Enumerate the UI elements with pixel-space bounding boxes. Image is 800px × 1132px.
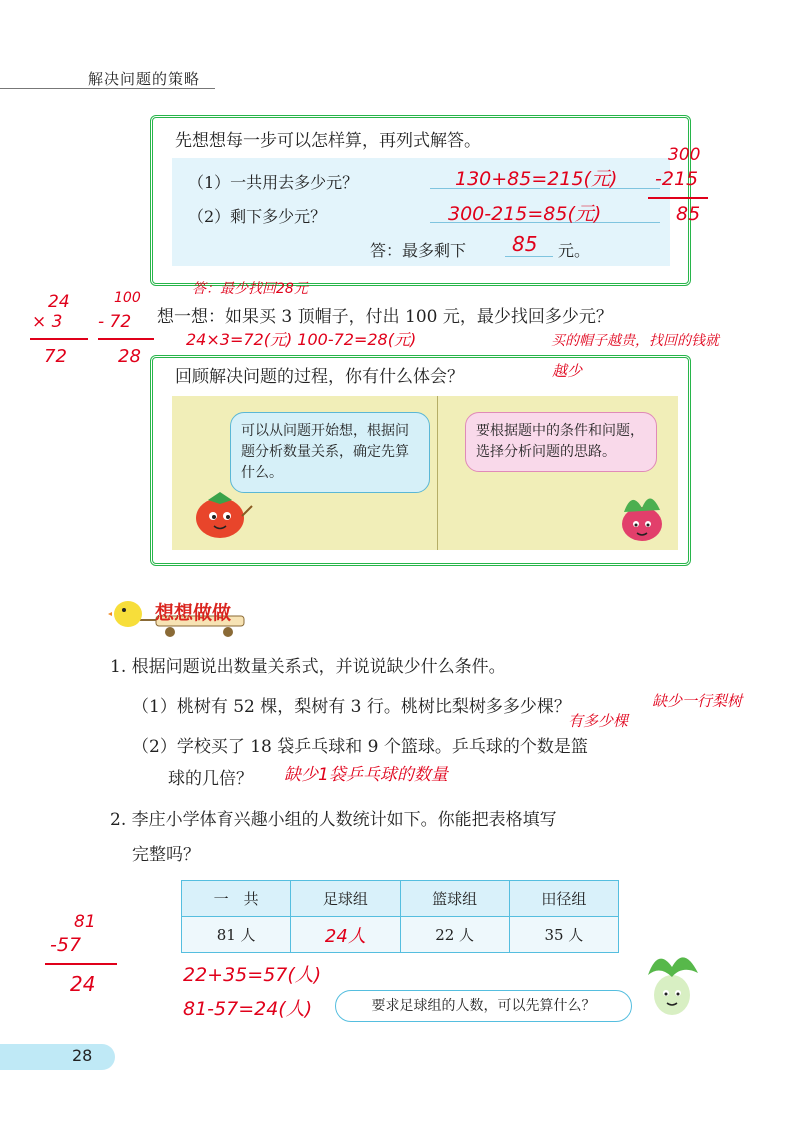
- handwritten-note-1b: 缺少1袋乒乓球的数量: [284, 765, 448, 785]
- left-vert-2-top: 100: [114, 290, 141, 306]
- speech-bubble-left: 可以从问题开始想，根据问题分析数量关系，确定先算什么。: [230, 412, 430, 493]
- answer-blank: [505, 256, 553, 257]
- vertical-calc-mid: -215: [655, 168, 699, 190]
- handwritten-think-answer: 答：最少找回28元: [192, 281, 308, 297]
- exercise-1-b-cont: 球的几倍？: [168, 769, 253, 789]
- header-rule: [0, 88, 215, 89]
- left-vert-1-rule: [30, 338, 88, 340]
- left-vert-2-mid: - 72: [98, 312, 132, 332]
- radish-character-icon: [610, 488, 670, 544]
- left-vert-1-mid: × 3: [32, 312, 63, 332]
- left-vert-2-rule: [98, 338, 154, 340]
- table-header: 足球组: [291, 881, 400, 917]
- page-number: 28: [72, 1046, 93, 1065]
- think-question: 想一想：如果买 3 顶帽子，付出 100 元，最少找回多少元？: [157, 307, 613, 327]
- bottom-vert-result: 24: [70, 972, 96, 996]
- hint-bubble: 要求足球组的人数，可以先算什么？: [335, 990, 632, 1022]
- handwritten-think-calc: 24×3=72(元) 100-72=28(元): [186, 330, 417, 349]
- speech-bubble-right: 要根据题中的条件和问题，选择分析问题的思路。: [465, 412, 657, 472]
- step-box-title: 先想想每一步可以怎样算，再列式解答。: [175, 131, 481, 151]
- exercise-1-b: （2）学校买了 18 袋乒乓球和 9 个篮球。乒乓球的个数是篮: [132, 737, 588, 757]
- table-cell: 35 人: [509, 917, 618, 953]
- bottom-vert-mid: -57: [50, 934, 82, 956]
- section-title: 想想做做: [155, 602, 232, 624]
- handwritten-answer: 85: [512, 232, 538, 256]
- bottom-vert-top: 81: [74, 912, 96, 932]
- stat-table: [181, 880, 619, 953]
- handwritten-reflection-2: 越少: [552, 362, 583, 380]
- tomato-character-icon: [190, 488, 256, 544]
- page-number-tab: [0, 1044, 115, 1070]
- exercise-2-cont: 完整吗？: [132, 845, 200, 865]
- handwritten-note-1a-2: 有多少棵: [568, 712, 629, 730]
- vertical-calc-top: 300: [668, 145, 701, 165]
- question-2: （2）剩下多少元？: [188, 207, 327, 226]
- vertical-calc-result: 85: [676, 203, 701, 225]
- exercise-2: 2. 李庄小学体育兴趣小组的人数统计如下。你能把表格填写: [110, 810, 557, 830]
- handwritten-calc-1: 130+85=215(元): [455, 168, 618, 190]
- table-cell-handwritten: 24人: [291, 917, 400, 953]
- answer-prefix: 答：最多剩下: [370, 241, 467, 260]
- question-1: （1）一共用去多少元？: [188, 173, 359, 192]
- table-header: 一 共: [182, 881, 291, 917]
- answer-suffix: 元。: [558, 241, 591, 260]
- cabbage-character-icon: [638, 945, 704, 1023]
- left-vert-1-result: 72: [44, 346, 67, 367]
- table-cell: 22 人: [400, 917, 509, 953]
- table-header: 田径组: [509, 881, 618, 917]
- bottom-vert-rule: [45, 963, 117, 965]
- handwritten-reflection-1: 买的帽子越贵，找回的钱就: [551, 333, 719, 349]
- vertical-calc-rule: [648, 197, 708, 199]
- left-vert-2-result: 28: [118, 346, 141, 367]
- table-header: 篮球组: [400, 881, 509, 917]
- handwritten-note-1a-1: 缺少一行梨树: [652, 692, 743, 710]
- handwritten-bottom-calc-1: 22+35=57(人): [183, 964, 322, 986]
- reflection-title: 回顾解决问题的过程，你有什么体会？: [175, 367, 464, 387]
- chapter-header: 解决问题的策略: [88, 70, 201, 88]
- table-cell: 81 人: [182, 917, 291, 953]
- exercise-1: 1. 根据问题说出数量关系式，并说说缺少什么条件。: [110, 657, 506, 677]
- handwritten-calc-2: 300-215=85(元): [448, 203, 602, 225]
- reflection-divider: [437, 396, 438, 550]
- exercise-1-a: （1）桃树有 52 棵，梨树有 3 行。桃树比梨树多多少棵？: [132, 697, 571, 717]
- left-vert-1-top: 24: [48, 292, 70, 312]
- handwritten-bottom-calc-2: 81-57=24(人): [183, 998, 313, 1020]
